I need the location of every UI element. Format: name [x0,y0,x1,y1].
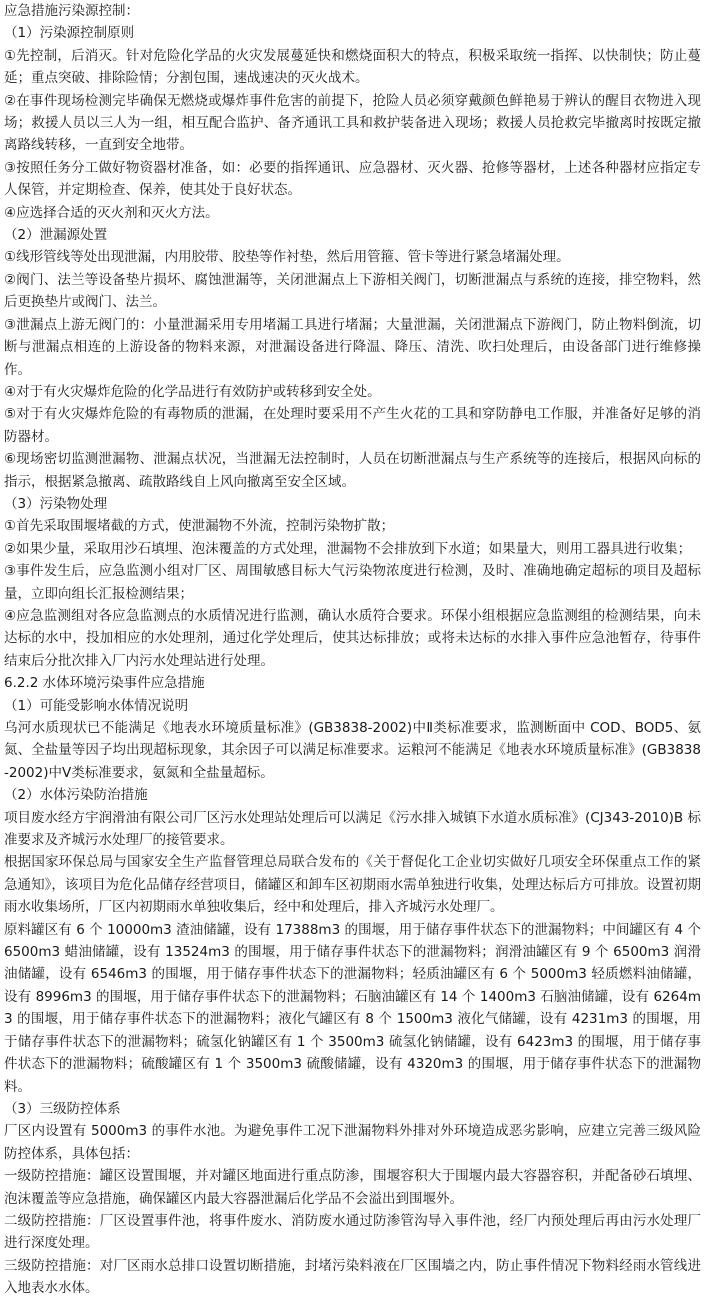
list-item: ③按照任务分工做好物资器材准备，如：必要的指挥通讯、应急器材、灭火器、抢修等器材，上述各种器材应指定专人保管，并定期检查、保养，使其处于良好状态。 [4,159,701,199]
subsection-heading: （2）泄漏源处置 [4,227,108,244]
list-item: ①首先采取围堰堵截的方式，使泄漏物不外流，控制污染物扩散； [4,518,395,535]
list-item: ③泄漏点上游无阀门的：小量泄漏采用专用堵漏工具进行堵漏；大量泄漏，关闭泄漏点下游阀门，防止物料倒流，切断与泄漏点相连的上游设备的物料来源，对泄漏设备进行降温、降压、清洗、吹扫处理后，由设备部门进行维修操作。 [4,316,701,378]
body-paragraph: 乌河水质现状已不能满足《地表水环境质量标准》(GB3838-2002)中Ⅱ类标准要求，监测断面中 COD、BOD5、氨氮、全盐量等因子均出现超标现象，其余因子可以满足标准要求。运粮河不能满足《地表水环境质量标准》(GB3838-2002)中Ⅴ类标准要求，氨氮和全盐量超标。 [4,720,701,781]
body-paragraph: 项目废水经方宇润滑油有限公司厂区污水处理站处理后可以满足《污水排入城镇下水道水质标准》(CJ343-2010)B 标准要求及齐城污水处理厂的接管要求。 [4,809,701,849]
body-paragraph: 原料罐区有 6 个 10000m3 渣油储罐，设有 17388m3 的围堰，用于储存事件状态下的泄漏物料；中间罐区有 4 个 6500m3 蜡油储罐，设有 13524m3 的围堰，用于储存事件状态下的泄漏物料；润滑油罐区有 9 个 6500m3 润滑油储罐，设有 6546m3 的围堰，用于储存事件状态下的泄漏物料；轻质油罐区有 6 个 5000m3 轻质燃料油储罐，设有 8996m3 的围堰，用于储存事件状态下的泄漏物料；石脑油罐区有 14 个 1400m3 石脑油储罐，设有 6264m3 的围堰，用于储存事件状态下的泄漏物料；液化气罐区有 8 个 1500m3 液化气储罐，设有 4231m3 的围堰，用于储存事件状态下的泄漏物料；硫氢化钠罐区有 1 个 3500m3 硫氢化钠储罐，设有 6423m3 的围堰，用于储存事件状态下的泄漏物料；硫酸罐区有 1 个 3500m3 硫酸储罐，设有 4320m3 的围堰，用于储存事件状态下的泄漏物料。 [4,921,701,1095]
list-item: ①线形管线等处出现泄漏，内用胶带、胶垫等作衬垫，然后用管箍、管卡等进行紧急堵漏处理。 [4,249,570,266]
list-item: ⑤对于有火灾爆炸危险的有毒物质的泄漏，在处理时要采用不产生火花的工具和穿防静电工作服，并准备好足够的消防器材。 [4,406,701,445]
body-paragraph: 一级防控措施：罐区设置围堰，并对罐区地面进行重点防渗，围堰容积大于围堰内最大容器容积，并配备砂石填埋、泡沫覆盖等应急措施，确保罐区内最大容器泄漏后化学品不会溢出到围堰外。 [4,1168,701,1207]
list-item: ②如果少量，采取用沙石填埋、泡沫覆盖的方式处理，泄漏物不会排放到下水道；如果量大，则用工器具进行收集； [4,540,692,557]
list-item: ③事件发生后，应急监测小组对厂区、周围敏感目标大气污染物浓度进行检测，及时、准确地确定超标的项目及超标量，立即向组长汇报检测结果； [4,563,701,602]
section-heading: 6.2.2 水体环境污染事件应急措施 [4,675,205,692]
list-item: ②在事件现场检测完毕确保无燃烧或爆炸事件危害的前提下，抢险人员必须穿戴颜色鲜艳易于辨认的醒目衣物进入现场；救援人员以三人为一组，相互配合监护、备齐通讯工具和救护装备进入现场；救援人员抢救完毕撤离时按既定撤离路线转移，一直到安全地带。 [4,92,701,154]
body-paragraph: 二级防控措施：厂区设置事件池，将事件废水、消防废水通过防渗管沟导入事件池，经厂内预处理后再由污水处理厂进行深度处理。 [4,1212,701,1252]
list-item: ④应选择合适的灭火剂和灭火方法。 [4,204,219,221]
section-heading: 应急措施污染源控制： [4,3,139,19]
list-item: ④对于有火灾爆炸危险的化学品进行有效防护或转移到安全处。 [4,383,381,400]
list-item: ①先控制，后消灭。针对危险化学品的火灾发展蔓延快和燃烧面积大的特点，积极采取统一指挥、以快制快；防止蔓延；重点突破、排除险情；分割包围，速战速决的灭火战术。 [4,47,701,87]
subsection-heading: （3）污染物处理 [4,495,108,512]
list-item: ②阀门、法兰等设备垫片损坏、腐蚀泄漏等，关闭泄漏点上下游相关阀门，切断泄漏点与系统的连接，排空物料，然后更换垫片或阀门、法兰。 [4,271,701,311]
body-paragraph: 三级防控措施：对厂区雨水总排口设置切断措施，封堵污染料液在厂区围墙之内，防止事件情况下物料经雨水管线进入地表水水体。 [4,1257,701,1297]
body-paragraph: 根据国家环保总局与国家安全生产监督管理总局联合发布的《关于督促化工企业切实做好几项安全环保重点工作的紧急通知》，该项目为危化品储存经营项目，储罐区和卸车区初期雨水需单独进行收集，处理达标后方可排放。设置初期雨水收集场所，厂区内初期雨水单独收集后，经中和处理后，排入齐城污水处理厂。 [4,854,701,916]
list-item: ④应急监测组对各应急监测点的水质情况进行监测，确认水质符合要求。环保小组根据应急监测组的检测结果，向未达标的水中，投加相应的水处理剂，通过化学处理后，使其达标排放；或将未达标的水排入事件应急池暂存，待事件结束后分批次排入厂内污水处理站进行处理。 [4,607,701,669]
body-paragraph: 厂区内设置有 5000m3 的事件水池。为避免事件工况下泄漏物料外排对外环境造成恶劣影响，应建立完善三级风险防控体系，具体包括： [4,1123,701,1162]
subsection-heading: （1）可能受影响水体情况说明 [4,697,189,714]
subsection-heading: （2）水体污染防治措施 [4,787,148,804]
subsection-heading: （1）污染源控制原则 [4,25,135,42]
list-item: ⑥现场密切监测泄漏物、泄漏点状况，当泄漏无法控制时，人员在切断泄漏点与生产系统等的连接后，根据风向标的指示，根据紧急撤离、疏散路线自上风向撤离至安全区域。 [4,451,701,490]
subsection-heading: （3）三级防控体系 [4,1100,121,1117]
